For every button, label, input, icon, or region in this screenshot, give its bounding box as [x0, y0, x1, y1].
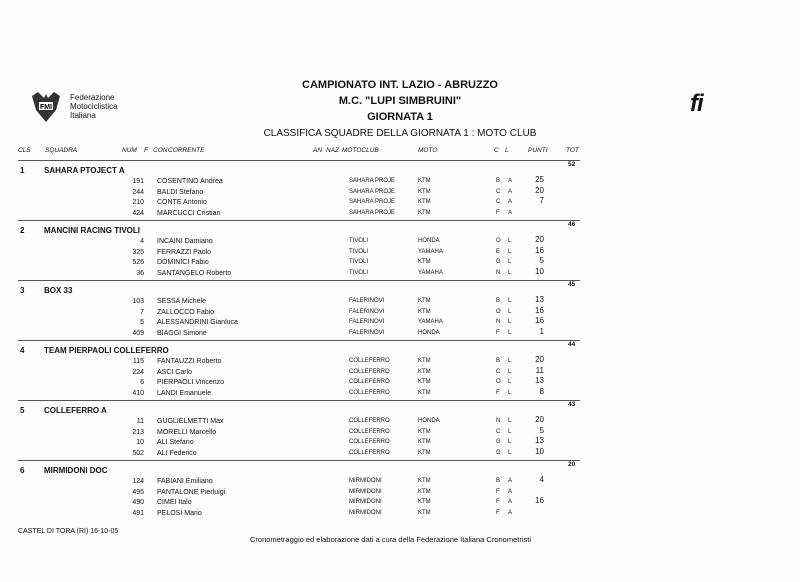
rider-name: BIAGGI Simone: [157, 329, 207, 337]
rider-motoclub: COLLEFERRO: [349, 418, 390, 424]
rider-name: ZALLOCCO Fabio: [157, 308, 215, 316]
rider-license: L: [508, 259, 512, 265]
rider-moto: KTM: [418, 449, 431, 456]
rider-moto: KTM: [418, 358, 431, 364]
rider-number: 495: [132, 488, 144, 496]
rider-motoclub: COLLEFERRO: [349, 389, 390, 396]
team-separator: [18, 400, 580, 401]
rider-number: 490: [132, 499, 144, 506]
rider-license: L: [508, 368, 512, 375]
rider-license: L: [508, 238, 512, 244]
rider-moto: KTM: [418, 368, 431, 375]
rider-motoclub: TIVOLI: [349, 248, 369, 255]
col-tot: TOT: [566, 147, 579, 154]
rider-license: L: [508, 379, 512, 385]
rider-name: COSENTINO Andrea: [157, 178, 223, 185]
rider-name: ASCI Carlo: [157, 368, 193, 376]
rider-points: 13: [535, 376, 544, 385]
rider-points: 13: [535, 436, 544, 445]
rider-number: 11: [136, 418, 144, 425]
rider-number: 103: [132, 298, 144, 305]
team-separator: [18, 460, 580, 461]
rider-license: A: [508, 488, 513, 495]
rider-license: L: [508, 428, 512, 435]
rider-moto: KTM: [418, 389, 431, 396]
team-total: 43: [568, 401, 576, 408]
rider-motoclub: MIRMIDONI: [349, 499, 382, 505]
rider-name: GUGLIELMETTI Max: [157, 418, 224, 425]
rider-moto: HONDA: [418, 238, 440, 244]
rider-class: C: [496, 368, 501, 375]
timing-credit: Cronometraggio ed elaborazione dati a cura della Federazione Italiana Cronometristi: [250, 535, 531, 544]
rider-points: 20: [535, 415, 544, 424]
rider-class: F: [496, 488, 500, 495]
rider-license: A: [508, 209, 513, 216]
team-name: MANCINI RACING TIVOLI: [44, 226, 140, 235]
rider-class: B: [496, 298, 501, 304]
team-total: 46: [568, 221, 576, 228]
rider-points: 10: [535, 446, 544, 456]
rider-moto: HONDA: [418, 329, 440, 336]
col-c: C: [494, 147, 499, 154]
rider-motoclub: FALERINOVI: [349, 308, 385, 315]
rider-motoclub: SAHARA PROJE: [349, 199, 396, 205]
rider-class: C: [496, 199, 501, 205]
rider-name: INCAINI Damiano: [157, 238, 213, 245]
rider-class: N: [496, 269, 501, 276]
rider-moto: KTM: [418, 178, 431, 184]
rider-moto: YAMAHA: [418, 319, 443, 325]
rider-name: ALI Stefano: [157, 439, 194, 446]
rider-moto: KTM: [418, 488, 431, 495]
rider-motoclub: FALERINOVI: [349, 319, 385, 325]
rider-moto: KTM: [418, 509, 431, 516]
rider-license: L: [508, 298, 512, 304]
rider-class: C: [496, 188, 501, 195]
col-f: F: [144, 147, 148, 154]
team-rank: 4: [20, 346, 25, 355]
rider-number: 4: [140, 238, 144, 245]
rider-name: MARCUCCI Cristian: [157, 209, 221, 217]
rider-name: PELOSI Mario: [157, 509, 202, 517]
rider-motoclub: COLLEFERRO: [349, 449, 390, 456]
col-corrente: CORRENTE: [168, 147, 205, 154]
team-rank: 5: [20, 406, 25, 415]
team-rank: 2: [20, 226, 25, 235]
rider-motoclub: FALERINOVI: [349, 329, 385, 336]
team-separator: [18, 340, 580, 341]
rider-moto: YAMAHA: [418, 248, 443, 255]
rider-name: SESSA Michele: [157, 298, 207, 305]
team-total: 52: [568, 161, 576, 168]
rider-moto: KTM: [418, 379, 431, 385]
team-name: TEAM PIERPAOLI COLLEFERRO: [44, 346, 169, 355]
rider-points: 11: [535, 365, 544, 375]
rider-points: 5: [539, 425, 544, 435]
rider-license: A: [508, 509, 513, 516]
team-name: SAHARA PTOJECT A: [44, 166, 125, 175]
rider-name: SANTANGELO Roberto: [157, 269, 232, 277]
rider-class: N: [496, 319, 501, 325]
team-rank: 6: [20, 466, 25, 475]
rider-class: E: [496, 248, 501, 255]
rider-name: LANDI Emanuele: [157, 389, 212, 397]
rider-points: 20: [535, 355, 544, 364]
rider-class: F: [496, 329, 500, 336]
rider-number: 213: [132, 428, 144, 436]
team-name: COLLEFERRO A: [44, 406, 107, 415]
col-moto: MOTO: [418, 147, 438, 154]
rider-license: L: [508, 449, 512, 456]
subtitle: CLASSIFICA SQUADRE DELLA GIORNATA 1 : MOTO CLUB: [263, 128, 537, 139]
rider-class: N: [496, 418, 501, 424]
team-rank: 1: [20, 166, 25, 175]
title-championship: CAMPIONATO INT. LAZIO - ABRUZZO: [302, 79, 498, 91]
rider-points: 10: [535, 266, 544, 276]
rider-moto: YAMAHA: [418, 269, 443, 276]
rider-number: 325: [132, 248, 144, 256]
rider-motoclub: SAHARA PROJE: [349, 209, 396, 216]
team-total: 44: [568, 341, 576, 348]
rider-number: 115: [132, 358, 144, 365]
rider-motoclub: SAHARA PROJE: [349, 178, 396, 184]
rider-name: CONTE Antonio: [157, 199, 207, 206]
rider-name: FANTAUZZI Roberto: [157, 358, 222, 365]
team-separator: [18, 280, 580, 281]
rider-name: FABIANI Emiliano: [157, 478, 213, 485]
rider-name: ALI Federico: [157, 449, 197, 457]
rider-motoclub: MIRMIDONI: [349, 478, 382, 484]
col-naz: NAZ: [326, 147, 339, 154]
rider-moto: HONDA: [418, 418, 440, 424]
title-round: GIORNATA 1: [367, 111, 433, 123]
event-location-date: CASTEL DI TORA (RI) 16-10-05: [18, 528, 119, 535]
rider-moto: KTM: [418, 199, 431, 205]
rider-number: 424: [132, 209, 144, 217]
rider-class: O: [496, 308, 501, 315]
rider-points: 7: [539, 196, 544, 205]
col-l: L: [505, 147, 509, 154]
rider-motoclub: COLLEFERRO: [349, 439, 390, 445]
team-separator: [18, 220, 580, 221]
rider-motoclub: COLLEFERRO: [349, 428, 390, 435]
svg-text:FMI: FMI: [39, 104, 53, 111]
rider-points: 5: [539, 256, 544, 265]
rider-points: 16: [535, 305, 544, 315]
team-name: BOX 33: [44, 286, 73, 295]
rider-name: CIMEI Italo: [157, 499, 192, 506]
team-rank: 3: [20, 286, 25, 295]
col-cls: CLS: [18, 147, 31, 154]
rider-points: 1: [539, 326, 544, 336]
rider-points: 8: [539, 386, 544, 396]
team-name: MIRMIDONI DOC: [44, 466, 108, 475]
rider-license: A: [508, 188, 513, 195]
col-motoclub: MOTOCLUB: [342, 147, 379, 154]
rider-license: L: [508, 248, 512, 255]
rider-motoclub: MIRMIDONI: [349, 509, 382, 516]
rider-points: 20: [535, 235, 544, 244]
rider-points: 16: [535, 245, 544, 255]
rider-number: 502: [132, 449, 144, 457]
rider-number: 6: [140, 379, 144, 386]
rider-number: 124: [132, 478, 144, 485]
rider-motoclub: COLLEFERRO: [349, 358, 390, 364]
rider-moto: KTM: [418, 499, 431, 505]
rider-number: 10: [136, 439, 144, 446]
col-squadra: SQUADRA: [45, 147, 78, 154]
rider-number: 410: [132, 389, 144, 397]
rider-moto: KTM: [418, 188, 431, 195]
fim-logo: fi: [690, 90, 703, 117]
rider-class: G: [496, 259, 501, 265]
rider-name: MORELLI Marcello: [157, 428, 217, 436]
rider-name: PIERPAOLI Vincenzo: [157, 379, 225, 386]
rider-license: L: [508, 269, 512, 276]
rider-name: FERRAZZI Paolo: [157, 248, 212, 256]
col-an: AN: [313, 147, 323, 154]
rider-points: 13: [535, 295, 544, 304]
rider-motoclub: TIVOLI: [349, 238, 369, 244]
rider-class: B: [496, 478, 501, 484]
rider-name: ALESSANDRINI Gianluca: [157, 319, 238, 326]
col-con: CON: [153, 147, 168, 154]
rider-motoclub: FALERINOVI: [349, 298, 385, 304]
rider-points: 25: [535, 175, 544, 184]
rider-name: DOMINICI Fabio: [157, 259, 209, 266]
rider-number: 244: [132, 188, 144, 196]
rider-class: C: [496, 428, 501, 435]
rider-moto: KTM: [418, 259, 431, 265]
rider-license: L: [508, 418, 512, 424]
rider-license: L: [508, 439, 512, 445]
rider-motoclub: TIVOLI: [349, 269, 369, 276]
rider-class: G: [496, 449, 501, 456]
rider-number: 5: [140, 319, 144, 326]
rider-number: 210: [132, 199, 144, 206]
rider-points: 16: [535, 496, 544, 505]
rider-number: 526: [132, 259, 144, 266]
rider-class: F: [496, 209, 500, 216]
rider-moto: KTM: [418, 478, 431, 484]
rider-license: L: [508, 358, 512, 364]
rider-class: B: [496, 178, 501, 184]
federation-name: Federazione Motociclistica Italiana: [70, 93, 118, 120]
rider-class: O: [496, 379, 501, 385]
team-separator: [18, 160, 580, 161]
rider-number: 191: [132, 178, 144, 185]
rider-number: 224: [132, 368, 144, 376]
rider-class: F: [496, 389, 500, 396]
rider-class: G: [496, 439, 501, 445]
rider-class: F: [496, 509, 500, 516]
rider-motoclub: COLLEFERRO: [349, 368, 390, 375]
rider-motoclub: MIRMIDONI: [349, 488, 382, 495]
team-total: 45: [568, 281, 576, 288]
rider-motoclub: SAHARA PROJE: [349, 188, 396, 195]
rider-points: 20: [535, 185, 544, 195]
rider-name: BALDI Stefano: [157, 188, 204, 196]
rider-moto: KTM: [418, 439, 431, 445]
rider-points: 16: [535, 316, 544, 325]
rider-number: 36: [136, 269, 144, 277]
rider-license: L: [508, 308, 512, 315]
rider-moto: KTM: [418, 298, 431, 304]
rider-number: 7: [140, 308, 144, 316]
rider-number: 491: [132, 509, 144, 517]
rider-license: L: [508, 389, 512, 396]
col-num: NUM: [122, 147, 137, 154]
col-punti: PUNTI: [528, 147, 548, 154]
rider-moto: KTM: [418, 209, 431, 216]
rider-motoclub: COLLEFERRO: [349, 379, 390, 385]
rider-moto: KTM: [418, 428, 431, 435]
rider-license: L: [508, 319, 512, 325]
rider-license: A: [508, 478, 513, 484]
rider-points: 4: [539, 475, 544, 484]
rider-name: PANTALONE Pierluigi: [157, 488, 226, 496]
rider-class: O: [496, 238, 501, 244]
rider-class: F: [496, 499, 500, 505]
rider-license: A: [508, 178, 513, 184]
rider-class: B: [496, 358, 501, 364]
rider-moto: KTM: [418, 308, 431, 315]
rider-license: L: [508, 329, 512, 336]
title-club: M.C. "LUPI SIMBRUINI": [338, 95, 462, 107]
rider-license: A: [508, 499, 513, 505]
rider-license: A: [508, 199, 513, 205]
rider-number: 409: [132, 329, 144, 337]
team-total: 20: [568, 461, 576, 468]
rider-motoclub: TIVOLI: [349, 259, 369, 265]
